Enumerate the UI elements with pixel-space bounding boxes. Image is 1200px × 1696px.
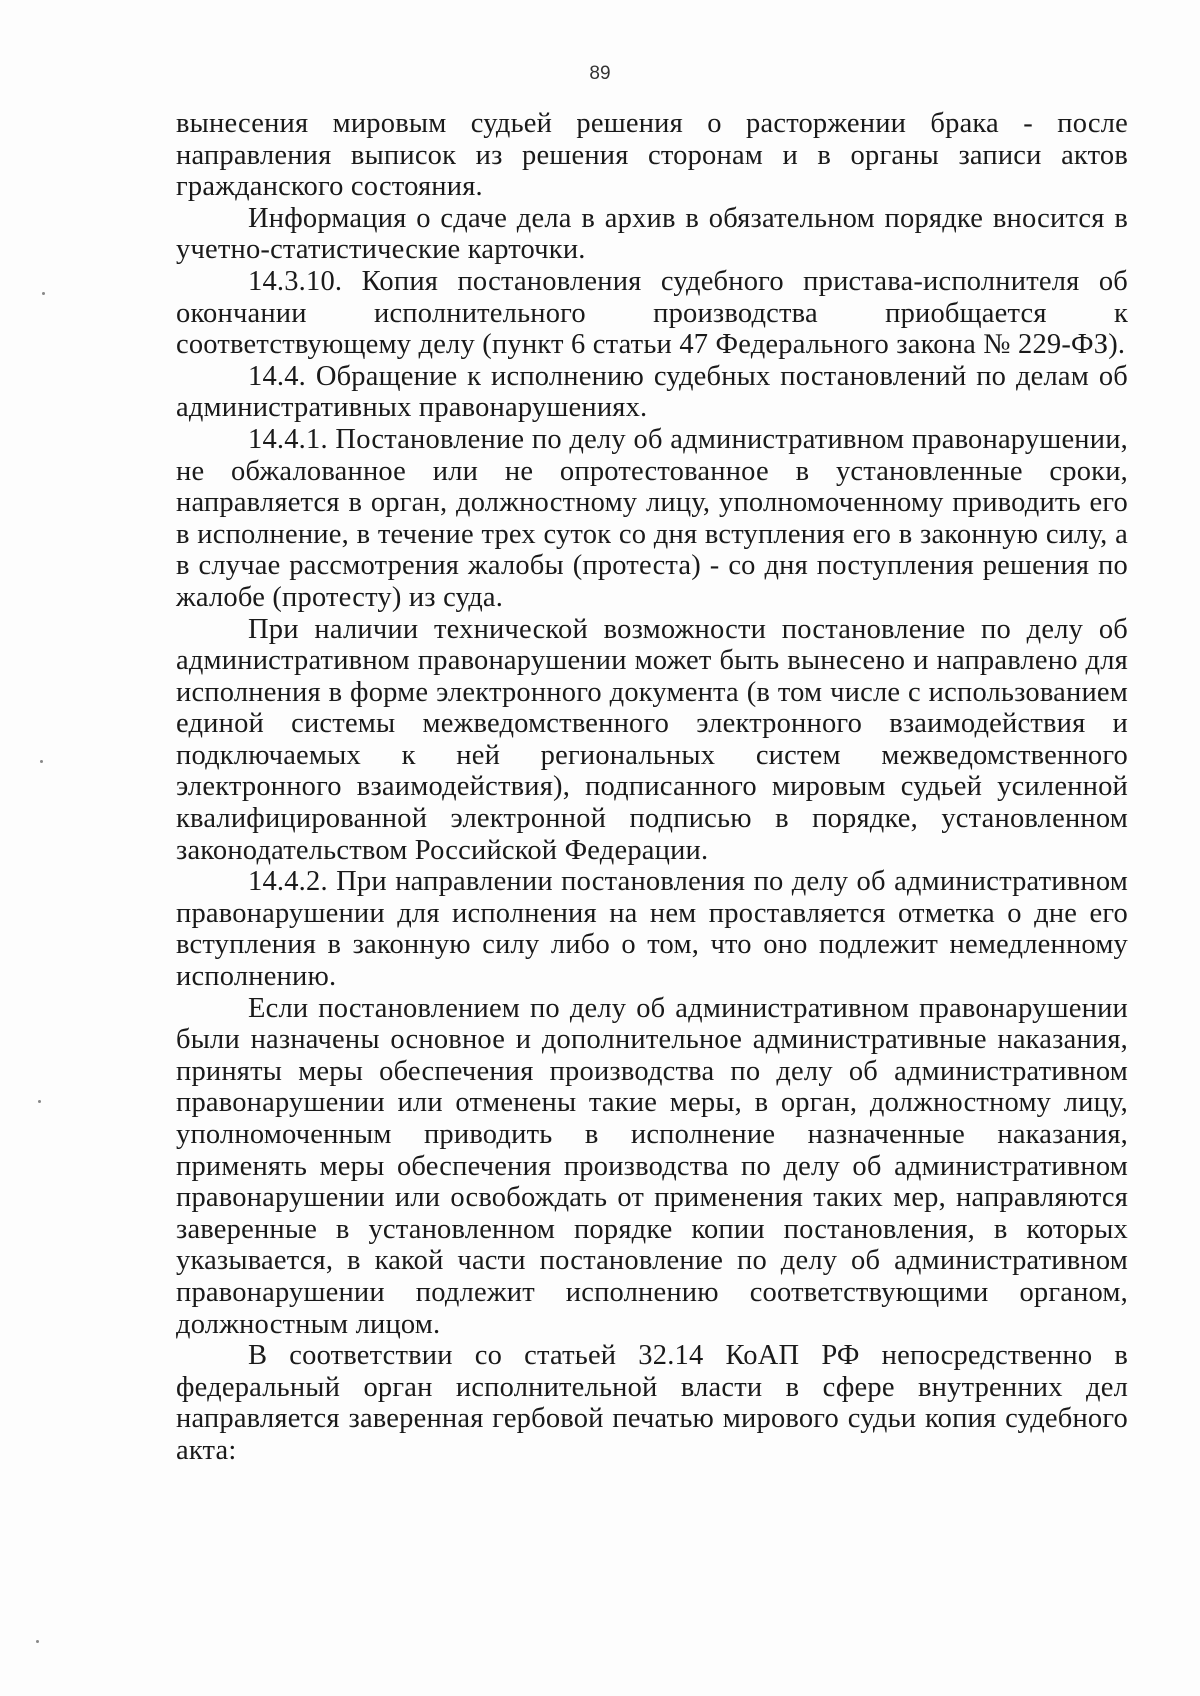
- paragraph-14-3-10: 14.3.10. Копия постановления судебного пристава-исполнителя об окончании исполнительного производства приобщается к соответствующему делу (пункт 6 статьи 47 Федерального закона № 229-ФЗ).: [176, 265, 1128, 361]
- paragraph-14-4: 14.4. Обращение к исполнению судебных постановлений по делам об административных правонарушениях.: [176, 360, 1128, 424]
- paragraph-archive-info: Информация о сдаче дела в архив в обязательном порядке вносится в учетно-статистические карточки.: [176, 202, 1128, 266]
- scan-speck: [36, 1640, 39, 1643]
- scan-speck: [42, 292, 45, 295]
- paragraph-divorce-continuation: вынесения мировым судьей решения о расторжении брака - после направления выписок из решения сторонам и в органы записи актов гражданского состояния.: [176, 108, 1128, 203]
- scan-speck: [40, 760, 43, 763]
- paragraph-electronic-document: При наличии технической возможности постановление по делу об административном правонарушении может быть вынесено и направлено для исполнения в форме электронного документа (в том числе с использованием единой системы межведомственного электронного взаимодействия и подключаемых к ней региональных систем межведомственного электронного взаимодействия), подписанного мировым судьей усиленной квалифицированной электронной подписью в порядке, установленном законодательством Российской Федерации.: [176, 613, 1128, 866]
- paragraph-14-4-2: 14.4.2. При направлении постановления по делу об административном правонарушении для исполнения на нем проставляется отметка о дне его вступления в законную силу либо о том, что оно подлежит немедленному исполнению.: [176, 866, 1128, 993]
- paragraph-14-4-1: 14.4.1. Постановление по делу об административном правонарушении, не обжалованное или не опротестованное в установленные сроки, направляется в орган, должностному лицу, уполномоченному приводить его в исполнение, в течение трех суток со дня вступления его в законную силу, а в случае рассмотрения жалобы (протеста) - со дня поступления решения по жалобе (протесту) из суда.: [176, 423, 1128, 613]
- paragraph-additional-penalties: Если постановлением по делу об административном правонарушении были назначены основное и дополнительное административные наказания, приняты меры обеспечения производства по делу об административном правонарушении или отменены такие меры, в орган, должностному лицу, уполномоченным приводить в исполнение назначенные наказания, применять меры обеспечения производства по делу об административном правонарушении или освобождать от применения таких мер, направляются заверенные в установленном порядке копии постановления, в которых указывается, в какой части постановление по делу об административном правонарушении подлежит исполнению соответствующими органом, должностным лицом.: [176, 992, 1128, 1340]
- page-number: 89: [589, 63, 611, 84]
- document-body: [176, 108, 1128, 1467]
- scan-speck: [38, 1100, 41, 1103]
- paragraph-article-32-14: В соответствии со статьей 32.14 КоАП РФ непосредственно в федеральный орган исполнительной власти в сфере внутренних дел направляется заверенная гербовой печатью мирового судьи копия судебного акта:: [176, 1340, 1128, 1466]
